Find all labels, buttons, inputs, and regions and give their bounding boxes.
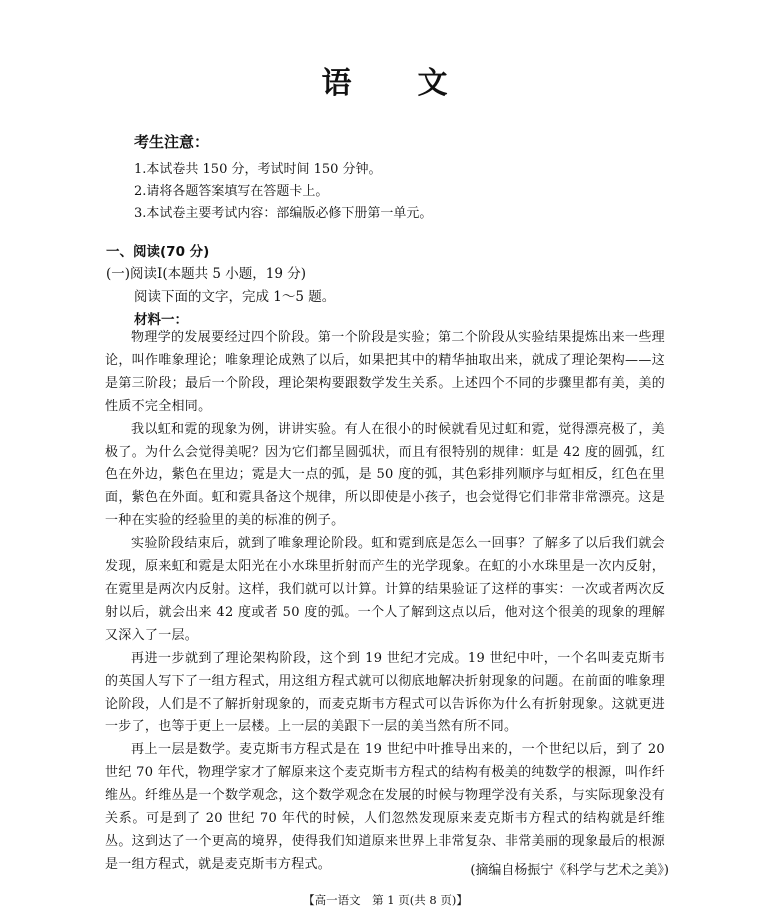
paragraph-3: 实验阶段结束后，就到了唯象理论阶段。虹和霓到底是怎么一回事？了解多了以后我们就会发现，原来虹和霓是太阳光在小水珠里折射而产生的光学现象。在虹的小水珠里是一次内反射，在霓里是两次内反射。这样，我们就可以计算。计算的结果验证了这样的事实：一次或者两次反射以后，就会出来 42 度或者 50 度的弧。一个人了解到这点以后，他对这个很美的现象的理解又深入了一层。 [105, 536, 665, 643]
article-body [105, 327, 665, 877]
paragraph-4: 再进一步就到了理论架构阶段，这个到 19 世纪才完成。19 世纪中叶，一个名叫麦克斯韦的英国人写下了一组方程式，用这组方程式就可以彻底地解决折射现象的问题。在前面的唯象理论阶段，人们是不了解折射现象的，而麦克斯韦方程式可以告诉你为什么有折射现象。这就更进一步了，也等于更上一层楼。上一层的美跟下一层的美当然有所不同。 [105, 650, 665, 735]
title-char-1: 语 [321, 66, 354, 101]
page-footer [0, 892, 771, 908]
paragraph-5: 再上一层是数学。麦克斯韦方程式是在 19 世纪中叶推导出来的，一个世纪以后，到了 20 世纪 70 年代，物理学家才了解原来这个麦克斯韦方程式的结构有极美的纯数学的根源，叫作纤维丛。纤维丛是一个数学观念，这个数学观念在发展的时候与物理学没有关系，与实际现象没有关系。可是到了 20 世纪 70 年代的时候，人们忽然发现原来麦克斯韦方程式的结构就是纤维丛。这到达了一个更高的境界，使得我们知道原来世界上非常复杂、非常美丽的现象最后的根源是一组方程式，就是麦克斯韦方程式。 [105, 742, 665, 872]
notice-heading: 考生注意： [134, 133, 210, 151]
footer-text: 高一语文 第 1 页(共 8 页) [314, 893, 457, 907]
paragraph-1: 物理学的发展要经过四个阶段。第一个阶段是实验；第二个阶段从实验结果提炼出来一些理论，叫作唯象理论；唯象理论成熟了以后，如果把其中的精华抽取出来，就成了理论架构——这是第三阶段；最后一个阶段，理论架构要跟数学发生关系。上述四个不同的步骤里都有美，美的性质不完全相同。 [105, 330, 665, 414]
source-citation: (摘编自杨振宁《科学与艺术之美》) [470, 863, 669, 878]
section-subtitle: (一)阅读Ⅰ(本题共 5 小题，19 分) [106, 266, 307, 282]
notice-item-2: 2.请将各题答案填写在答题卡上。 [134, 184, 329, 199]
footer-bracket-open: 【 [303, 893, 315, 907]
section-title: 一、阅读(70 分) [106, 244, 210, 260]
paragraph-2: 我以虹和霓的现象为例，讲讲实验。有人在很小的时候就看见过虹和霓，觉得漂亮极了，美极了。为什么会觉得美呢？因为它们都呈圆弧状，而且有很特别的规律：虹是 42 度的圆弧，红色在外边，紫色在里边；霓是大一点的弧，是 50 度的弧，其色彩排列顺序与虹相反，红色在里面，紫色在外面。虹和霓具备这个规律，所以即使是小孩子，也会觉得它们非常非常漂亮。这是一种在实验的经验里的美的标准的例子。 [105, 421, 665, 529]
candidate-notice [134, 131, 694, 225]
title-char-2: 文 [417, 66, 450, 101]
reading-instruction: 阅读下面的文字，完成 1～5 题。 [134, 289, 336, 305]
page-title [0, 58, 771, 102]
footer-bracket-close: 】 [456, 893, 468, 907]
notice-item-3: 3.本试卷主要考试内容：部编版必修下册第一单元。 [134, 206, 433, 221]
notice-item-1: 1.本试卷共 150 分，考试时间 150 分钟。 [134, 162, 382, 177]
material-label: 材料一： [134, 312, 188, 328]
